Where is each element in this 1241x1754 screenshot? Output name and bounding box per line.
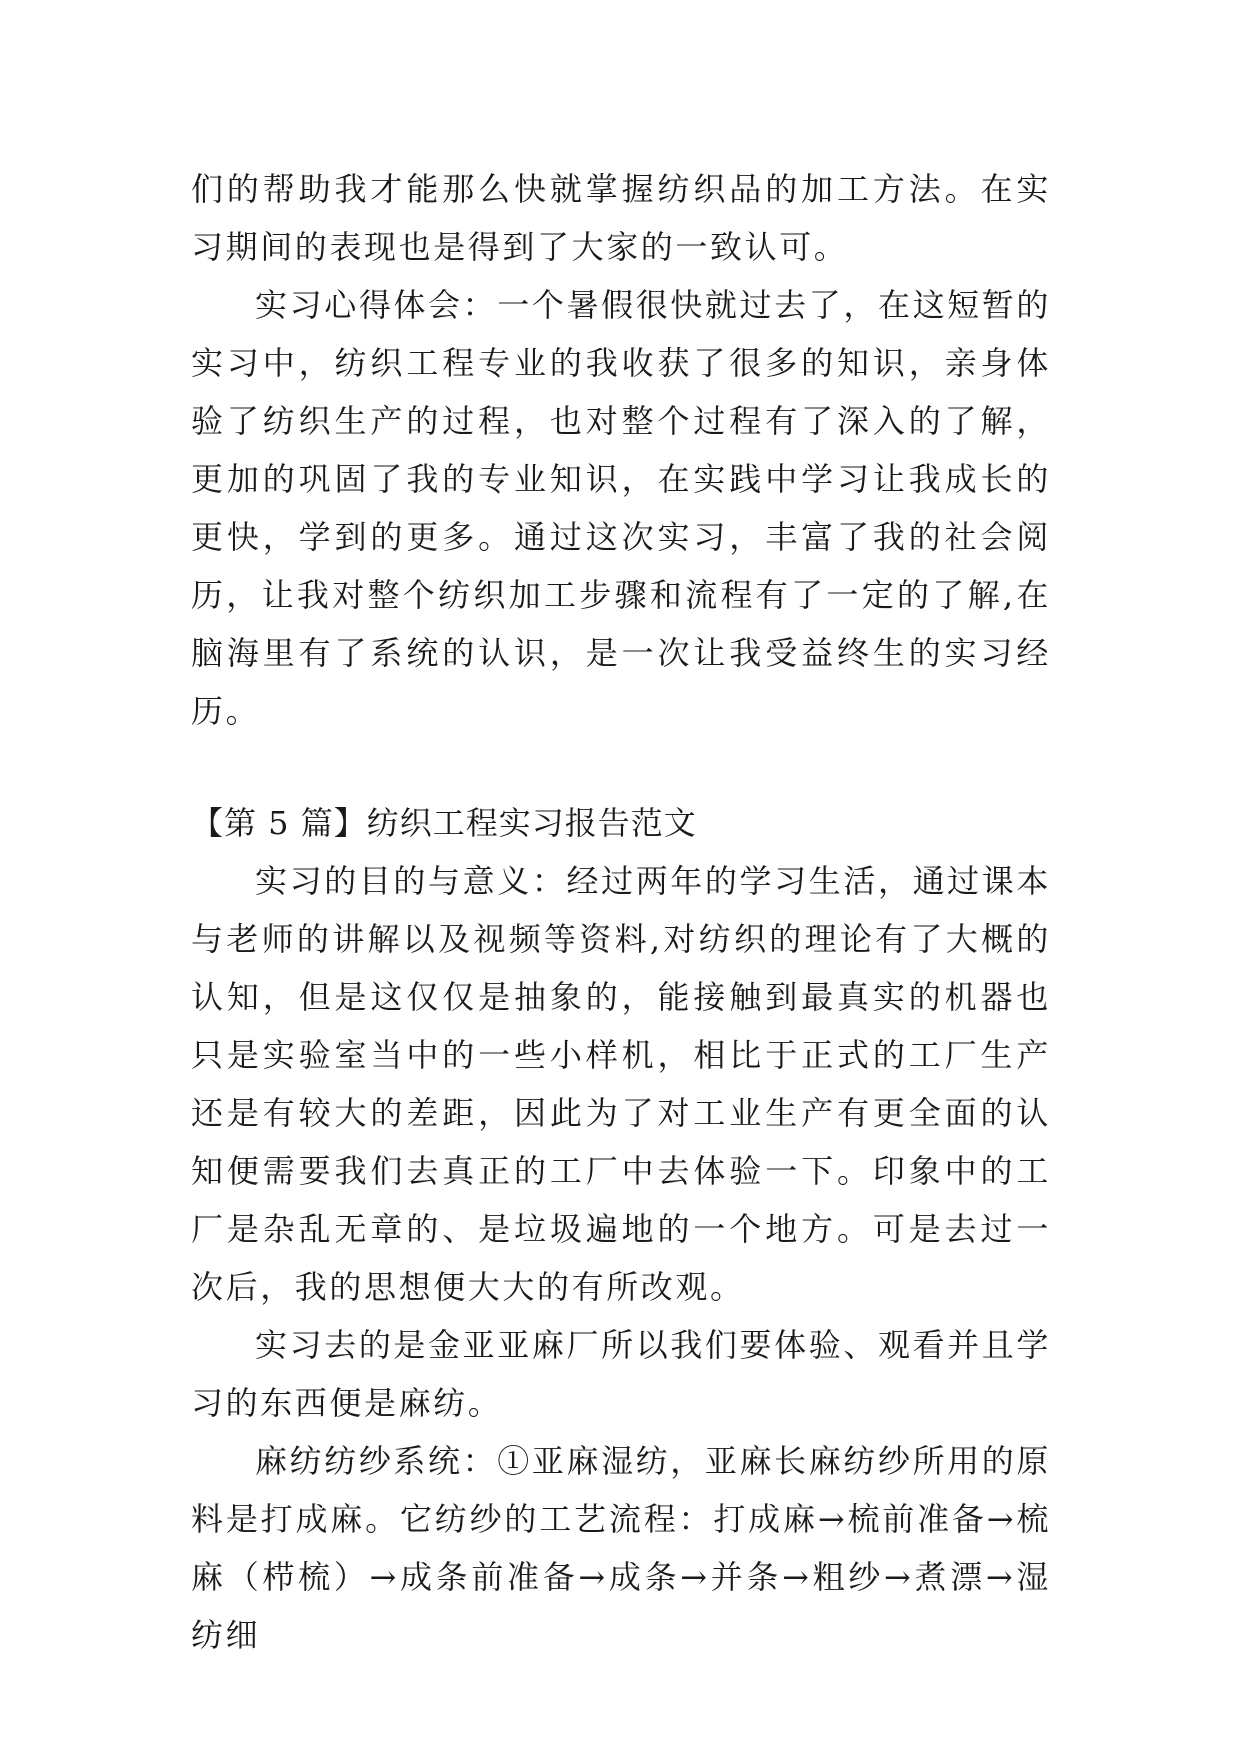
paragraph-factory: 实习去的是金亚亚麻厂所以我们要体验、观看并且学习的东西便是麻纺。 (191, 1326, 1051, 1422)
paragraph-internship-reflection: 实习心得体会：一个暑假很快就过去了，在这短暂的实习中，纺织工程专业的我收获了很多的知识，亲身体验了纺织生产的过程，也对整个过程有了深入的了解，更加的巩固了我的专业知识，在实践中学习让我成长的更快，学到的更多。通过这次实习，丰富了我的社会阅历，让我对整个纺织加工步骤和流程有了一定的了解,在脑海里有了系统的认识，是一次让我受益终生的实习经历。 (191, 286, 1051, 730)
section-title: 【第 5 篇】纺织工程实习报告范文 (191, 804, 697, 842)
document-body (191, 160, 1051, 1664)
paragraph-spinning-system: 麻纺纺纱系统：①亚麻湿纺，亚麻长麻纺纱所用的原料是打成麻。它纺纱的工艺流程：打成麻→梳前准备→梳麻（栉梳）→成条前准备→成条→并条→粗纱→煮漂→湿纺细 (191, 1442, 1051, 1654)
section-spacer (191, 740, 1051, 794)
paragraph-continuation: 们的帮助我才能那么快就掌握纺织品的加工方法。在实习期间的表现也是得到了大家的一致认可。 (191, 170, 1051, 266)
paragraph-purpose: 实习的目的与意义：经过两年的学习生活，通过课本与老师的讲解以及视频等资料,对纺织的理论有了大概的认知，但是这仅仅是抽象的，能接触到最真实的机器也只是实验室当中的一些小样机，相比于正式的工厂生产还是有较大的差距，因此为了对工业生产有更全面的认知便需要我们去真正的工厂中去体验一下。印象中的工厂是杂乱无章的、是垃圾遍地的一个地方。可是去过一次后，我的思想便大大的有所改观。 (191, 862, 1051, 1306)
